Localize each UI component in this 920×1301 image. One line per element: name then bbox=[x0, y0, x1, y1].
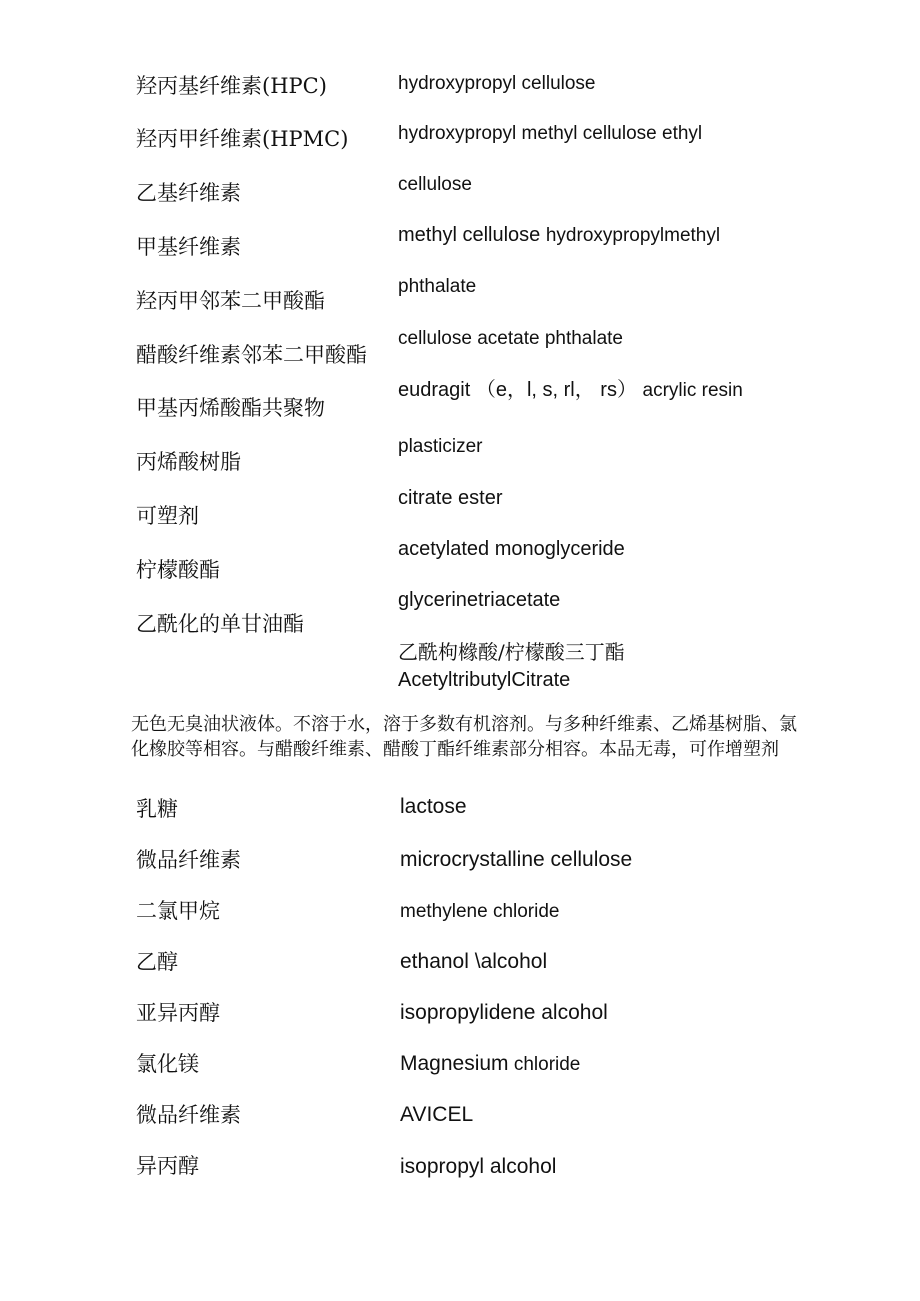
term-en-line-4 bbox=[398, 223, 720, 248]
bottom-term-cn-avicel: 微品纤维素 bbox=[136, 1103, 241, 1127]
term-cn-hpc: 羟丙基纤维素(HPC) bbox=[136, 74, 327, 98]
bottom-term-cn-ethanol: 乙醇 bbox=[136, 950, 178, 974]
term-en-line-9: citrate ester bbox=[398, 487, 503, 509]
bottom-term-en-lactose: lactose bbox=[400, 795, 467, 818]
bottom-term-en-isopropylidene: isopropylidene alcohol bbox=[400, 1001, 608, 1024]
term-en-methyl-cellulose: methyl cellulose bbox=[398, 224, 541, 246]
bottom-term-cn-mgcl: 氯化镁 bbox=[136, 1052, 199, 1076]
bottom-term-en-avicel: AVICEL bbox=[400, 1103, 474, 1126]
bottom-term-en-chloride: chloride bbox=[508, 1054, 581, 1075]
term-en-line-12-cn: 乙酰枸橼酸/柠檬酸三丁酯 bbox=[398, 640, 625, 664]
term-en-eudragit: eudragit （e，l, s, rl， rs） bbox=[398, 379, 637, 401]
term-en-line-3: cellulose bbox=[398, 174, 472, 195]
bottom-term-cn-isopropylidene: 亚异丙醇 bbox=[136, 1001, 220, 1025]
bottom-term-en-ethanol: ethanol \alcohol bbox=[400, 950, 548, 973]
bottom-term-en-mgcl bbox=[400, 1051, 580, 1078]
term-en-line-8: plasticizer bbox=[398, 436, 483, 457]
term-cn-methacrylate-copolymer: 甲基丙烯酸酯共聚物 bbox=[136, 396, 325, 420]
term-en-line-6: cellulose acetate phthalate bbox=[398, 328, 623, 349]
bottom-term-cn-lactose: 乳糖 bbox=[136, 797, 178, 821]
term-cn-acrylic-resin: 丙烯酸树脂 bbox=[136, 450, 241, 474]
bottom-term-en-mcc: microcrystalline cellulose bbox=[400, 848, 633, 871]
bottom-term-en-ipa: isopropyl alcohol bbox=[400, 1155, 557, 1178]
term-cn-methyl-cellulose: 甲基纤维素 bbox=[136, 235, 241, 259]
term-cn-hpmcp: 羟丙甲邻苯二甲酸酯 bbox=[136, 289, 325, 313]
term-cn-citrate-ester: 柠檬酸酯 bbox=[136, 558, 220, 582]
bottom-term-cn-dcm: 二氯甲烷 bbox=[136, 899, 220, 923]
term-cn-cap: 醋酸纤维素邻苯二甲酸酯 bbox=[136, 343, 367, 367]
term-en-line-5: phthalate bbox=[398, 276, 477, 297]
bottom-term-en-dcm: methylene chloride bbox=[400, 901, 560, 922]
term-en-line-10: acetylated monoglyceride bbox=[398, 538, 625, 560]
term-en-line-7 bbox=[398, 378, 743, 403]
term-cn-acetylated-monoglyceride: 乙酰化的单甘油酯 bbox=[136, 612, 304, 636]
term-cn-hpmc: 羟丙甲纤维素(HPMC) bbox=[136, 127, 349, 151]
bottom-term-en-magnesium: Magnesium bbox=[400, 1052, 509, 1075]
term-en-hydroxypropylmethyl: hydroxypropylmethyl bbox=[545, 225, 721, 246]
term-en-line-13: AcetyltributylCitrate bbox=[398, 669, 571, 691]
term-en-line-1: hydroxypropyl cellulose bbox=[398, 73, 596, 94]
term-en-line-2: hydroxypropyl methyl cellulose ethyl bbox=[398, 123, 703, 144]
bottom-term-cn-ipa: 异丙醇 bbox=[136, 1154, 199, 1178]
bottom-term-cn-mcc: 微品纤维素 bbox=[136, 848, 241, 872]
description-paragraph: 无色无臭油状液体。不溶于水，溶于多数有机溶剂。与多种纤维素、乙烯基树脂、氯化橡胶等相容。与醋酸纤维素、醋酸丁酯纤维素部分相容。本品无毒，可作增塑剂 bbox=[131, 714, 797, 760]
term-cn-plasticizer: 可塑剂 bbox=[136, 504, 199, 528]
term-cn-ethyl-cellulose: 乙基纤维素 bbox=[136, 181, 241, 205]
term-en-line-11: glycerinetriacetate bbox=[398, 589, 561, 611]
term-en-acrylic-resin: acrylic resin bbox=[642, 380, 743, 401]
